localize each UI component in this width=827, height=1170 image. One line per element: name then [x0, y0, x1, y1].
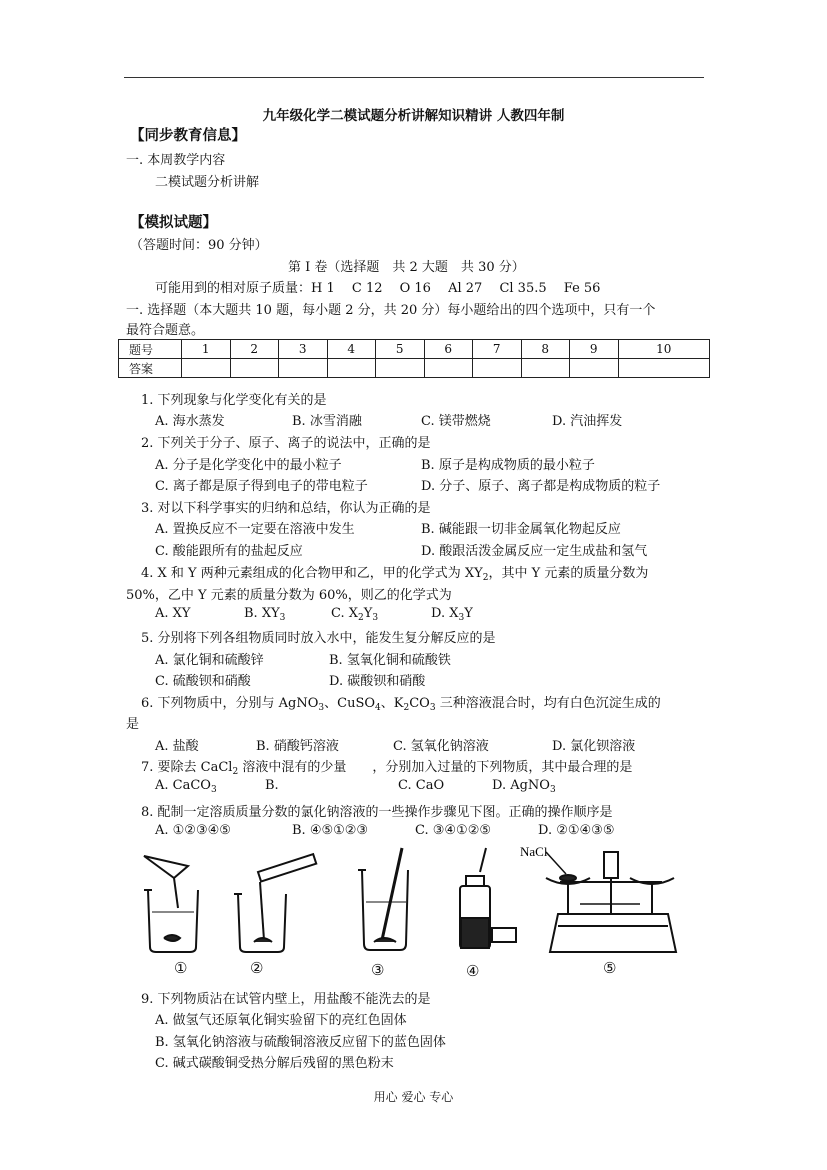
q2-option-d: D. 分子、原子、离子都是构成物质的粒子 [421, 479, 661, 494]
table-cell: 2 [230, 340, 279, 359]
q4-sub: 2 [482, 573, 489, 583]
nacl-label: NaCl [520, 844, 548, 859]
q7-option-c: C. CaO [398, 778, 445, 793]
lab-operations-figure [130, 842, 700, 958]
question-2-stem: 2. 下列关于分子、原子、离子的说法中，正确的是 [141, 436, 431, 451]
q6-text5: 三种溶液混合时，均有白色沉淀生成的 [435, 696, 661, 711]
q4-c-sub2: 3 [372, 613, 379, 623]
q4-c-text1: C. X [331, 606, 359, 621]
q7-option-b: B. [265, 778, 279, 793]
q2-option-b: B. 原子是构成物质的最小粒子 [421, 458, 595, 473]
q4-d-text1: D. X [431, 606, 459, 621]
q1-option-b: B. 冰雪消融 [292, 414, 362, 429]
q4-b-sub: 3 [279, 613, 286, 623]
q5-option-d: D. 碳酸钡和硝酸 [329, 674, 426, 689]
beaker-cylinder-illustration [234, 854, 316, 952]
answer-cell[interactable] [279, 359, 328, 378]
reagent-bottle-illustration [460, 848, 516, 948]
question-4-line2: 50%，乙中 Y 元素的质量分数为 60%，则乙的化学式为 [126, 588, 452, 603]
answer-cell[interactable] [473, 359, 522, 378]
beaker-stirring-illustration [358, 848, 408, 950]
q9-option-c: C. 碱式碳酸铜受热分解后残留的黑色粉末 [155, 1056, 394, 1071]
table-cell-label: 答案 [119, 359, 182, 378]
q6-text1: 6. 下列物质中，分别与 AgNO [141, 696, 319, 711]
question-8-stem: 8. 配制一定溶质质量分数的氯化钠溶液的一些操作步骤见下图。正确的操作顺序是 [141, 805, 613, 820]
question-5-stem: 5. 分别将下列各组物质同时放入水中，能发生复分解反应的是 [141, 631, 496, 646]
instruction-line1: 一. 选择题（本大题共 10 题，每小题 2 分，共 20 分）每小题给出的四个选项中，只有一个 [126, 303, 656, 318]
q6-sub3: 2 [403, 703, 410, 713]
q4-c-sub1: 2 [358, 613, 364, 623]
table-row [119, 359, 710, 378]
q3-option-c: C. 酸能跟所有的盐起反应 [155, 544, 303, 559]
q4-d-sub: 3 [458, 613, 465, 623]
q6-option-a: A. 盐酸 [155, 739, 199, 754]
answer-cell[interactable] [424, 359, 473, 378]
section-header-sync: 【同步教育信息】 [130, 127, 246, 144]
q1-option-a: A. 海水蒸发 [155, 414, 225, 429]
q3-option-b: B. 碱能跟一切非金属氧化物起反应 [421, 522, 621, 537]
q6-option-d: D. 氯化钡溶液 [552, 739, 636, 754]
q7-option-d [492, 778, 556, 793]
q6-option-b: B. 硝酸钙溶液 [256, 739, 339, 754]
q5-option-c: C. 硫酸钡和硝酸 [155, 674, 251, 689]
q4-option-b [244, 606, 285, 621]
answer-cell[interactable] [521, 359, 570, 378]
q4-option-d [431, 606, 473, 621]
volume-heading: 第 I 卷（选择题 共 2 大题 共 30 分） [288, 260, 525, 275]
fig-label-4: ④ [466, 962, 480, 980]
balance-scale-illustration [546, 852, 676, 952]
table-cell: 8 [521, 340, 570, 359]
q7-text1: 7. 要除去 CaCl [141, 760, 233, 775]
q7-d-text: D. AgNO [492, 778, 550, 793]
atomic-mass-line: 可能用到的相对原子质量：H 1 C 12 O 16 Al 27 Cl 35.5 Fe 56 [155, 281, 601, 296]
instruction-line2: 最符合题意。 [126, 323, 205, 338]
q7-d-sub: 3 [549, 785, 556, 795]
question-6-stem [141, 692, 661, 711]
answer-cell[interactable] [376, 359, 425, 378]
q6-sub1: 3 [318, 703, 325, 713]
answer-table [118, 339, 710, 378]
q4-option-c [331, 606, 378, 621]
page-footer: 用心 爱心 专心 [373, 1090, 454, 1104]
table-cell: 9 [570, 340, 619, 359]
q4-text-b: ，其中 Y 元素的质量分数为 [488, 566, 649, 581]
table-cell: 6 [424, 340, 473, 359]
q6-sub4: 3 [429, 703, 436, 713]
q5-option-a: A. 氯化铜和硫酸锌 [155, 653, 264, 668]
table-cell: 5 [376, 340, 425, 359]
q4-b-text: B. XY [244, 606, 280, 621]
q6-text2: 、CuSO [324, 696, 376, 711]
q1-option-c: C. 镁带燃烧 [421, 414, 491, 429]
fig-label-2: ② [250, 959, 264, 977]
answer-cell[interactable] [570, 359, 619, 378]
section-content: 二模试题分析讲解 [155, 175, 260, 190]
q3-option-a: A. 置换反应不一定要在溶液中发生 [155, 522, 355, 537]
table-cell: 3 [279, 340, 328, 359]
q3-option-d: D. 酸跟活泼金属反应一定生成盐和氢气 [421, 544, 648, 559]
answer-cell[interactable] [182, 359, 231, 378]
q6-sub2: 4 [375, 703, 381, 713]
page-title: 九年级化学二模试题分析讲解知识精讲 人教四年制 [262, 108, 565, 124]
table-cell: 7 [473, 340, 522, 359]
q4-c-text2: Y [363, 606, 373, 621]
fig-label-3: ③ [371, 961, 385, 979]
q9-option-a: A. 做氢气还原氧化铜实验留下的亮红色固体 [155, 1013, 407, 1028]
q9-option-b: B. 氢氧化钠溶液与硫酸铜溶液反应留下的蓝色固体 [155, 1035, 446, 1050]
section-item-weekly: 一. 本周教学内容 [126, 153, 226, 168]
question-7-stem [141, 756, 632, 775]
q7-sub1: 2 [232, 767, 239, 777]
q7-option-a [155, 778, 217, 793]
q6-text4: CO [409, 696, 430, 711]
q5-option-b: B. 氢氧化铜和硫酸铁 [329, 653, 451, 668]
q7-text2: 溶液中混有的少量 ，分别加入过量的下列物质，其中最合理的是 [238, 760, 633, 775]
q2-option-c: C. 离子都是原子得到电子的带电粒子 [155, 479, 368, 494]
table-cell: 1 [182, 340, 231, 359]
q6-text3: 、K [380, 696, 404, 711]
q2-option-a: A. 分子是化学变化中的最小粒子 [155, 458, 342, 473]
answer-cell[interactable] [230, 359, 279, 378]
section-header-mock: 【模拟试题】 [130, 214, 217, 231]
beaker-funnel-illustration [144, 856, 198, 952]
fig-label-1: ① [174, 959, 188, 977]
q8-option-b: B. ④⑤①②③ [292, 823, 369, 838]
table-row [119, 340, 710, 359]
q4-d-text2: Y [464, 606, 473, 621]
table-cell: 10 [618, 340, 710, 359]
q4-option-a: A. XY [155, 606, 191, 621]
top-rule [124, 77, 704, 78]
question-3-stem: 3. 对以下科学事实的归纳和总结，你认为正确的是 [141, 501, 431, 516]
q7-a-sub: 3 [210, 785, 217, 795]
question-1-stem: 1. 下列现象与化学变化有关的是 [141, 393, 327, 408]
q7-a-text: A. CaCO [155, 778, 211, 793]
question-4-stem [141, 562, 648, 581]
exam-time: （答题时间：90 分钟） [130, 238, 268, 253]
q8-option-c: C. ③④①②⑤ [415, 823, 492, 838]
q1-option-d: D. 汽油挥发 [552, 414, 623, 429]
fig-label-5: ⑤ [603, 959, 617, 977]
table-cell: 4 [327, 340, 376, 359]
question-6-line2: 是 [126, 717, 140, 732]
answer-cell[interactable] [618, 359, 710, 378]
q8-option-a: A. ①②③④⑤ [155, 823, 231, 838]
q4-text-a: 4. X 和 Y 两种元素组成的化合物甲和乙，甲的化学式为 XY [141, 566, 483, 581]
question-9-stem: 9. 下列物质沾在试管内壁上，用盐酸不能洗去的是 [141, 992, 431, 1007]
q6-option-c: C. 氢氧化钠溶液 [393, 739, 489, 754]
q8-option-d: D. ②①④③⑤ [538, 823, 615, 838]
table-cell-label: 题号 [119, 340, 182, 359]
answer-cell[interactable] [327, 359, 376, 378]
